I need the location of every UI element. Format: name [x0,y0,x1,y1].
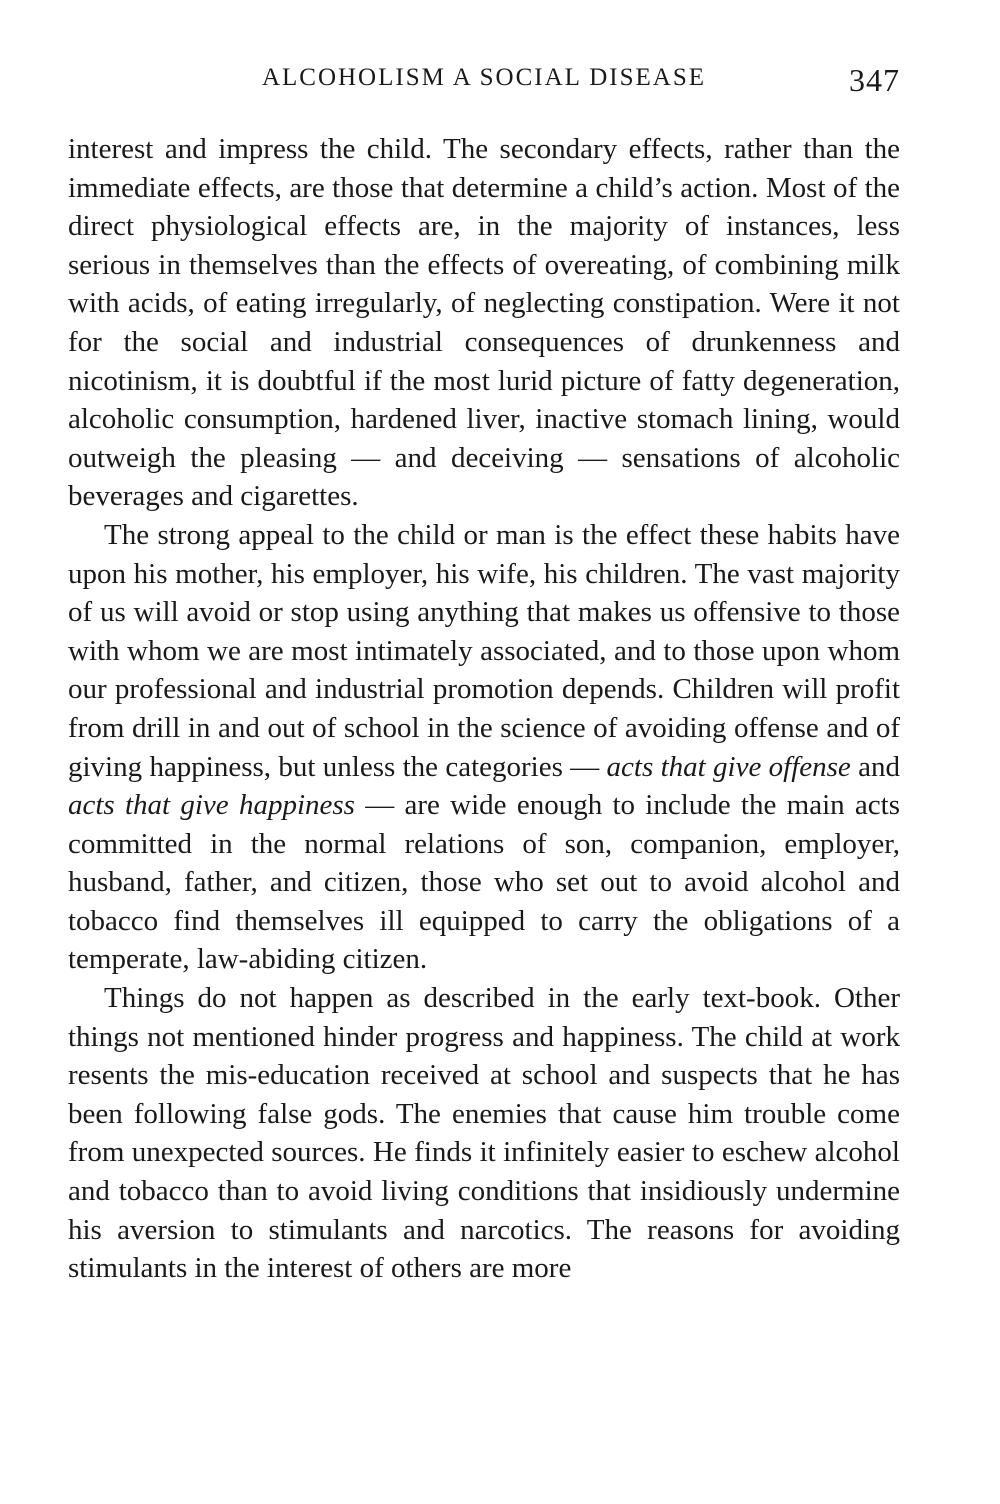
body-text [68,130,900,1288]
paragraph-1: interest and impress the child. The secondary effects, rather than the immediate effects, are those that determine a child’s action. Most of the direct physiological effects are, in the majority of instances, less serious in themselves than the effects of overeating, of combining milk with acids, of eating irregularly, of neglecting constipation. Were it not for the social and industrial consequences of drunkenness and nicotinism, it is doubtful if the most lurid picture of fatty degeneration, alcoholic consumption, hardened liver, inactive stomach lining, would outweigh the pleasing — and deceiving — sensations of alcoholic beverages and cigarettes. [68,133,900,513]
book-page [68,58,900,1288]
page-number: 347 [849,62,900,98]
paragraph-2-text-a: The strong appeal to the child or man is the effect these habits have upon his mother, his employer, his wife, his children. The vast majority of us will avoid or stop using anything that makes us offensive to those with whom we are most intimately associated, and to those upon whom our professional and industrial promotion depends. Children will profit from drill in and out of school in the science of avoiding offense and of giving happiness, but unless the categories — [68,518,900,783]
paragraph-2 [68,516,900,979]
paragraph-2-text-b: and [850,750,900,783]
running-title: ALCOHOLISM A SOCIAL DISEASE [261,64,707,91]
paragraph-2-text-c: — are wide enough to include the main acts committed in the normal relations of son, companion, employer, husband, father, and citizen, those who set out to avoid alcohol and tobacco find themselves ill equipped to carry the obligations of a temperate, law-abiding citizen. [68,789,900,976]
paragraph-3: Things do not happen as described in the early text-book. Other things not mentioned hinder progress and happiness. The child at work resents the mis-education received at school and suspects that he has been following false gods. The enemies that cause him trouble come from unexpected sources. He finds it infinitely easier to eschew alcohol and tobacco than to avoid living conditions that insidiously undermine his aversion to stimulants and narcotics. The reasons for avoiding stimulants in the interest of others are more [68,982,900,1285]
italic-phrase-happiness: acts that give happiness [68,789,355,822]
running-head [68,58,900,106]
italic-phrase-offense: acts that give offense [606,750,851,783]
